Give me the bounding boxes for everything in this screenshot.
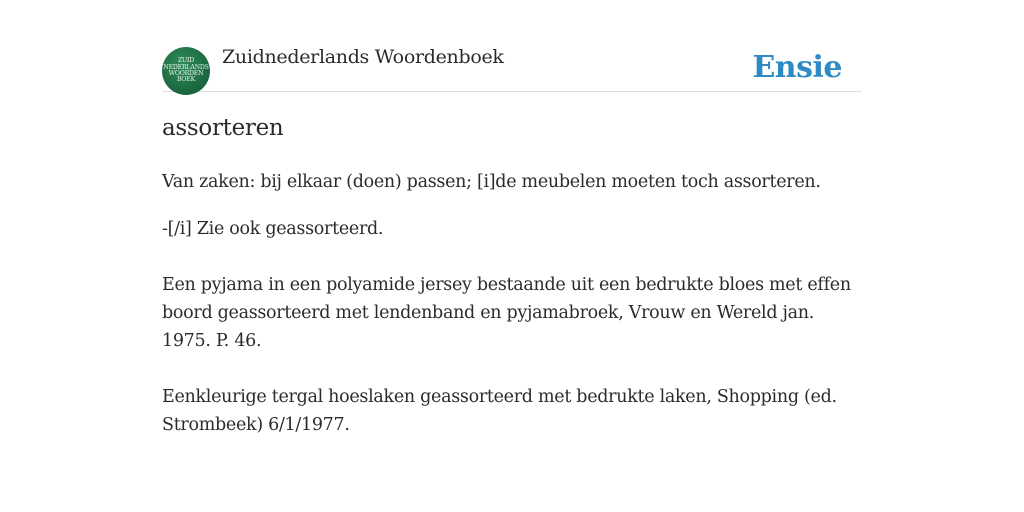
dictionary-logo[interactable] [162,47,210,95]
logo-line: NEDERLANDS [163,63,209,71]
page-title: assorteren [162,115,284,141]
site-header [162,45,862,92]
site-title[interactable]: Zuidnederlands Woordenboek [222,46,504,68]
ensie-brand-link[interactable]: Ensie [752,50,842,85]
example-quote: Een pyjama in een polyamide jersey bestaande uit een bedrukte bloes met effen boord geassorteerd met lendenband en pyjamabroek, Vrouw en Wereld jan. 1975. P. 46. [162,275,851,351]
entry-content [162,168,862,439]
logo-line: ZUID [177,57,195,65]
logo-line: WOORDEN [168,70,204,77]
definition-text: Van zaken: bij elkaar (doen) passen; [i]de meubelen moeten toch assorteren. [162,172,821,192]
example-quote: Eenkleurige tergal hoeslaken geassorteerd met bedrukte laken, Shopping (ed. Strombeek) 6/1/1977. [162,387,837,435]
logo-line: BOEK [176,76,196,84]
see-also-text: -[/i] Zie ook geassorteerd. [162,219,384,239]
